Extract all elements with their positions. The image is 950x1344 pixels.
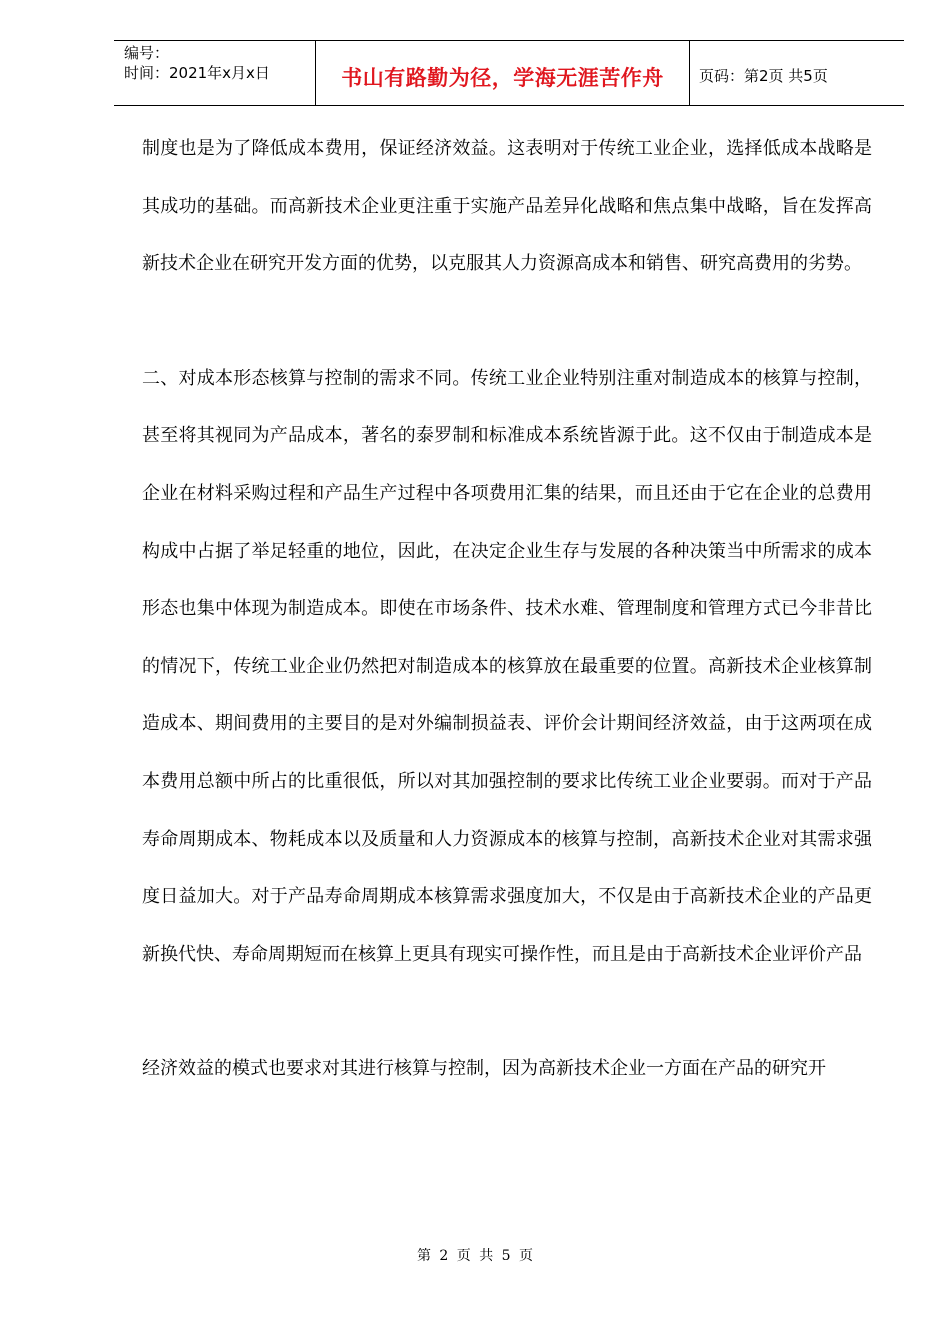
doc-date-label: 时间：2021年x月x日 — [124, 64, 270, 82]
header-meta-cell — [114, 41, 316, 105]
page-footer — [0, 1245, 950, 1265]
page-header — [114, 40, 904, 106]
paragraph-3: 经济效益的模式也要求对其进行核算与控制，因为高新技术企业一方面在产品的研究开 — [142, 1058, 826, 1080]
header-motto-cell — [316, 41, 690, 105]
footer-page-number: 第 2 页 共 5 页 — [416, 1248, 534, 1264]
header-page-label: 页码：第2页 共5页 — [699, 67, 828, 85]
paragraph-gap — [142, 983, 872, 1040]
paragraph-1: 制度也是为了降低成本费用，保证经济效益。这表明对于传统工业企业，选择低成本战略是其成功的基础。而高新技术企业更注重于实施产品差异化战略和焦点集中战略，旨在发挥高新技术企业在研究开发方面的优势，以克服其人力资源高成本和销售、研究高费用的劣势。 — [142, 138, 872, 275]
doc-number-label: 编号： — [124, 44, 170, 62]
header-page-cell — [690, 41, 904, 105]
document-body — [142, 120, 872, 1098]
paragraph-2: 二、对成本形态核算与控制的需求不同。传统工业企业特别注重对制造成本的核算与控制，甚至将其视同为产品成本，著名的泰罗制和标准成本系统皆源于此。这不仅由于制造成本是企业在材料采购过程和产品生产过程中各项费用汇集的结果，而且还由于它在企业的总费用构成中占据了举足轻重的地位，因此，在决定企业生存与发展的各种决策当中所需求的成本形态也集中体现为制造成本。即使在市场条件、技术水难、管理制度和管理方式已今非昔比的情况下，传统工业企业仍然把对制造成本的核算放在最重要的位置。高新技术企业核算制造成本、期间费用的主要目的是对外编制损益表、评价会计期间经济效益，由于这两项在成本费用总额中所占的比重很低，所以对其加强控制的要求比传统工业企业要弱。而对于产品寿命周期成本、物耗成本以及质量和人力资源成本的核算与控制，高新技术企业对其需求强度日益加大。对于产品寿命周期成本核算需求强度加大，不仅是由于高新技术企业的产品更新换代快、寿命周期短而在核算上更具有现实可操作性，而且是由于高新技术企业评价产品 — [142, 367, 872, 965]
paragraph-gap — [142, 293, 872, 350]
header-motto: 书山有路勤为径，学海无涯苦作舟 — [341, 66, 664, 90]
